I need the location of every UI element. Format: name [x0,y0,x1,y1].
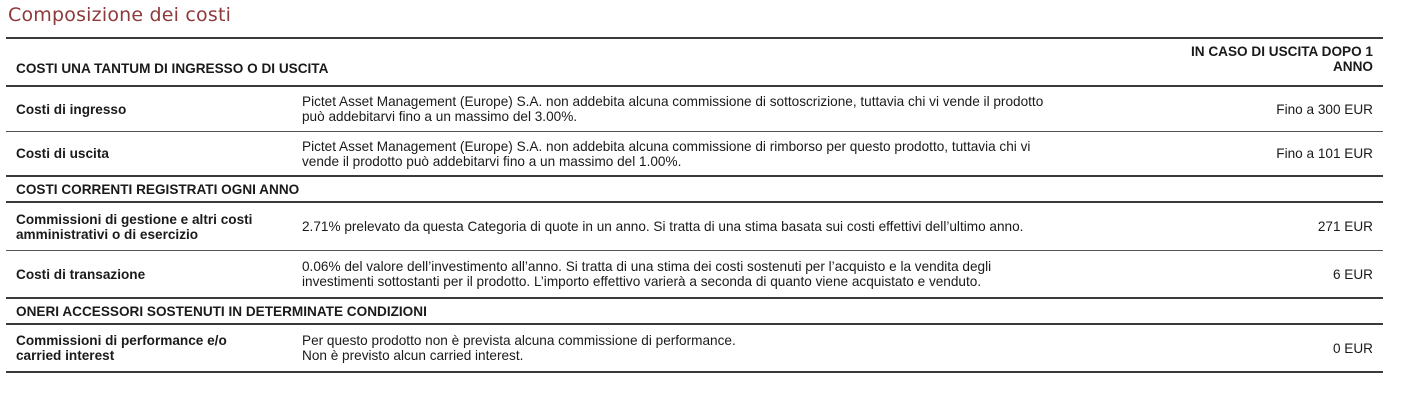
section-title: ONERI ACCESSORI SOSTENUTI IN DETERMINATE CONDIZIONI [16,303,427,319]
row-label [6,212,292,242]
row-label-line-1: Commissioni di performance e/o [16,333,227,348]
row-value: 271 EUR [1317,219,1373,234]
table-row-management-fees [6,203,1383,251]
section-incidental-costs [6,299,1383,325]
row-label-line-1: Commissioni di gestione e altri costi [16,211,253,227]
table-row-exit-costs [6,132,1383,177]
row-label-line-2: amministrativi o di esercizio [16,226,199,242]
row-description: 2.71% prelevato da questa Categoria di quote in un anno. Si tratta di una stima basata sui costi effettivi dell’ultimo anno. [302,219,1024,234]
table-row-entry-costs [6,87,1383,132]
row-description: Per questo prodotto non è prevista alcuna commissione di performance. Non è previsto alcun carried interest. [302,333,736,363]
row-label: Costi di transazione [16,266,146,282]
header-exit-line-2: ANNO [1332,59,1373,74]
row-label: Costi di uscita [16,146,109,161]
row-value: 6 EUR [1332,266,1373,282]
section-ongoing-costs [6,177,1383,203]
row-label-line-2: carried interest [16,348,115,363]
row-label [6,333,292,363]
header-one-off-costs: COSTI UNA TANTUM DI INGRESSO O DI USCITA [16,60,329,76]
row-value: Fino a 300 EUR [1276,101,1373,117]
table-row-transaction-costs [6,251,1383,299]
row-label: Costi di ingresso [16,101,127,117]
row-value: Fino a 101 EUR [1276,146,1373,161]
costs-table [6,37,1383,373]
section-title: COSTI CORRENTI REGISTRATI OGNI ANNO [16,181,300,197]
page-title: Composizione dei costi [8,4,232,26]
row-description: Pictet Asset Management (Europe) S.A. non addebita alcuna commissione di rimborso per questo prodotto, tuttavia chi vi vende il prodotto può addebitarvi fino a un massimo del 1.00%. [302,138,1031,169]
table-row-performance-fees [6,325,1383,373]
header-exit-line-1: IN CASO DI USCITA DOPO 1 [1190,44,1373,59]
row-description: Pictet Asset Management (Europe) S.A. non addebita alcuna commissione di sottoscrizione, tuttavia chi vi vende il prodotto può addebitarvi fino a un massimo del 3.00%. [302,94,1044,124]
header-exit-after-1-year [1163,39,1383,74]
row-description: 0.06% del valore dell’investimento all’anno. Si tratta di una stima dei costi sostenuti per l’acquisto e la vendita degli investimenti sottostanti per il prodotto. L’importo effettivo varierà a seconda di quanto viene acquistato e venduto. [302,259,992,289]
table-header-row [6,39,1383,87]
row-value: 0 EUR [1332,340,1373,356]
